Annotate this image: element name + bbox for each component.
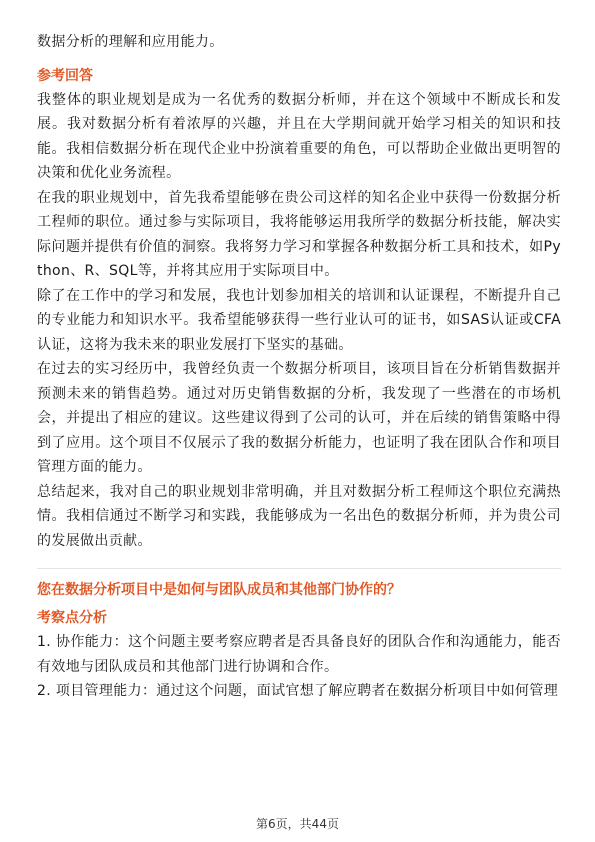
answer-heading: 参考回答 <box>37 67 93 84</box>
section-divider <box>37 568 561 569</box>
spacer <box>37 55 561 64</box>
page-number: 第6页，共44页 <box>256 817 339 831</box>
intro-tail-text: 数据分析的理解和应用能力。 <box>37 34 224 50</box>
analysis-heading: 考察点分析 <box>37 610 107 626</box>
answer-paragraph: 在过去的实习经历中，我曾经负责一个数据分析项目，该项目旨在分析销售数据并预测未来的销售趋势。通过对历史销售数据的分析，我发现了一些潜在的市场机会，并提出了相应的建议。这些建议得到了公司的认可，并在后续的销售策略中得到了应用。这个项目不仅展示了我的数据分析能力，也证明了我在团队合作和项目管理方面的能力。 <box>37 361 561 475</box>
page-content <box>37 30 561 704</box>
answer-paragraph: 除了在工作中的学习和发展，我也计划参加相关的培训和认证课程，不断提升自己的专业能力和知识水平。我希望能够获得一些行业认可的证书，如SAS认证或CFA认证，这将为我未来的职业发展打下坚实的基础。 <box>37 287 561 353</box>
answer-paragraph: 在我的职业规划中，首先我希望能够在贵公司这样的知名企业中获得一份数据分析工程师的职位。通过参与实际项目，我将能够运用我所学的数据分析技能，解决实际问题并提供有价值的洞察。我将努力学习和掌握各种数据分析工具和技术，如Python、R、SQL等，并将其应用于实际项目中。 <box>37 189 561 279</box>
question-heading: 您在数据分析项目中是如何与团队成员和其他部门协作的？ <box>37 582 401 598</box>
analysis-point: 1. 协作能力：这个问题主要考察应聘者是否具备良好的团队合作和沟通能力，能否有效地与团队成员和其他部门进行协调和合作。 <box>37 634 561 675</box>
answer-paragraph: 我整体的职业规划是成为一名优秀的数据分析师，并在这个领域中不断成长和发展。我对数据分析有着浓厚的兴趣，并且在大学期间就开始学习相关的知识和技能。我相信数据分析在现代企业中扮演着重要的角色，可以帮助企业做出更明智的决策和优化业务流程。 <box>37 91 561 181</box>
answer-paragraph: 总结起来，我对自己的职业规划非常明确，并且对数据分析工程师这个职位充满热情。我相信通过不断学习和实践，我能够成为一名出色的数据分析师，并为贵公司的发展做出贡献。 <box>37 483 561 549</box>
analysis-point: 2. 项目管理能力：通过这个问题，面试官想了解应聘者在数据分析项目中如何管理 <box>37 683 559 699</box>
